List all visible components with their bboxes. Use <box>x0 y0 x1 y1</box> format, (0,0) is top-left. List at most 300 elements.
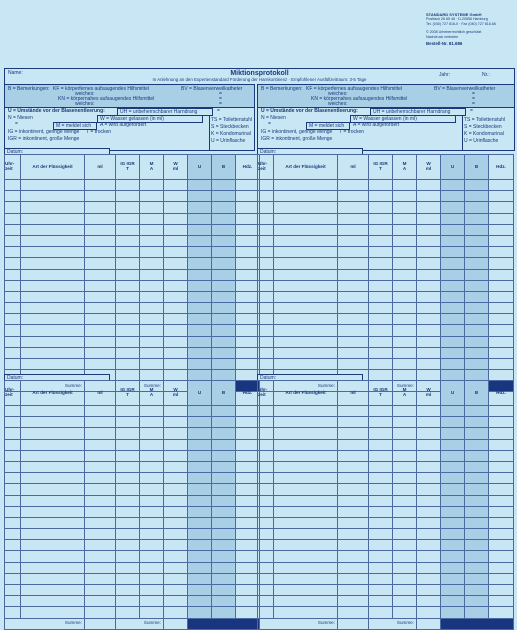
table-row[interactable] <box>5 247 260 258</box>
table-cell[interactable] <box>85 495 116 506</box>
table-cell[interactable] <box>116 291 140 302</box>
table-cell[interactable] <box>393 291 417 302</box>
table-cell[interactable] <box>5 461 21 472</box>
table-row[interactable] <box>5 406 260 417</box>
table-cell[interactable] <box>164 191 188 202</box>
table-cell[interactable] <box>212 495 236 506</box>
table-cell[interactable] <box>188 235 212 246</box>
table-cell[interactable] <box>140 314 164 325</box>
table-cell[interactable] <box>140 347 164 358</box>
table-cell[interactable] <box>393 303 417 314</box>
table-row[interactable] <box>258 506 514 517</box>
table-cell[interactable] <box>274 517 338 528</box>
table-cell[interactable] <box>140 359 164 370</box>
table-cell[interactable] <box>164 573 188 584</box>
table-cell[interactable] <box>441 562 465 573</box>
table-cell[interactable] <box>369 596 393 607</box>
table-cell[interactable] <box>465 540 489 551</box>
table-cell[interactable] <box>369 506 393 517</box>
table-cell[interactable] <box>188 484 212 495</box>
table-cell[interactable] <box>417 280 441 291</box>
table-cell[interactable] <box>417 562 441 573</box>
table-cell[interactable] <box>164 417 188 428</box>
table-cell[interactable] <box>140 406 164 417</box>
table-cell[interactable] <box>85 347 116 358</box>
table-row[interactable] <box>5 495 260 506</box>
table-cell[interactable] <box>338 258 369 269</box>
table-row[interactable] <box>5 562 260 573</box>
table-cell[interactable] <box>369 213 393 224</box>
table-cell[interactable] <box>236 562 260 573</box>
table-cell[interactable] <box>274 428 338 439</box>
table-cell[interactable] <box>417 314 441 325</box>
sum-ml[interactable] <box>85 618 116 629</box>
table-cell[interactable] <box>274 461 338 472</box>
table-cell[interactable] <box>236 607 260 618</box>
table-cell[interactable] <box>258 439 274 450</box>
table-cell[interactable] <box>465 191 489 202</box>
table-cell[interactable] <box>369 450 393 461</box>
table-cell[interactable] <box>140 551 164 562</box>
table-cell[interactable] <box>85 180 116 191</box>
table-cell[interactable] <box>164 235 188 246</box>
table-cell[interactable] <box>369 180 393 191</box>
table-cell[interactable] <box>274 450 338 461</box>
table-cell[interactable] <box>274 506 338 517</box>
table-cell[interactable] <box>417 607 441 618</box>
table-cell[interactable] <box>274 258 338 269</box>
table-row[interactable] <box>5 291 260 302</box>
table-cell[interactable] <box>258 473 274 484</box>
table-cell[interactable] <box>417 417 441 428</box>
table-cell[interactable] <box>212 213 236 224</box>
table-cell[interactable] <box>489 562 514 573</box>
table-cell[interactable] <box>393 258 417 269</box>
table-cell[interactable] <box>274 347 338 358</box>
table-cell[interactable] <box>164 280 188 291</box>
table-cell[interactable] <box>188 180 212 191</box>
table-cell[interactable] <box>140 336 164 347</box>
table-cell[interactable] <box>188 596 212 607</box>
table-cell[interactable] <box>274 303 338 314</box>
table-row[interactable] <box>258 359 514 370</box>
table-cell[interactable] <box>393 450 417 461</box>
table-cell[interactable] <box>465 247 489 258</box>
table-cell[interactable] <box>441 495 465 506</box>
table-cell[interactable] <box>489 235 514 246</box>
table-row[interactable] <box>5 573 260 584</box>
table-cell[interactable] <box>21 517 85 528</box>
table-cell[interactable] <box>369 473 393 484</box>
table-row[interactable] <box>5 417 260 428</box>
table-cell[interactable] <box>417 235 441 246</box>
table-cell[interactable] <box>236 291 260 302</box>
table-cell[interactable] <box>21 484 85 495</box>
table-cell[interactable] <box>164 314 188 325</box>
table-cell[interactable] <box>212 247 236 258</box>
table-cell[interactable] <box>393 596 417 607</box>
table-cell[interactable] <box>393 247 417 258</box>
table-cell[interactable] <box>465 529 489 540</box>
table-cell[interactable] <box>5 484 21 495</box>
table-cell[interactable] <box>188 347 212 358</box>
table-cell[interactable] <box>274 224 338 235</box>
table-row[interactable] <box>5 269 260 280</box>
table-cell[interactable] <box>258 517 274 528</box>
table-cell[interactable] <box>116 428 140 439</box>
table-cell[interactable] <box>258 303 274 314</box>
table-cell[interactable] <box>188 450 212 461</box>
table-cell[interactable] <box>258 428 274 439</box>
table-cell[interactable] <box>5 551 21 562</box>
table-cell[interactable] <box>212 596 236 607</box>
table-row[interactable] <box>258 484 514 495</box>
table-row[interactable] <box>258 258 514 269</box>
table-cell[interactable] <box>338 596 369 607</box>
table-row[interactable] <box>5 461 260 472</box>
table-cell[interactable] <box>212 461 236 472</box>
table-cell[interactable] <box>465 406 489 417</box>
table-cell[interactable] <box>441 450 465 461</box>
table-cell[interactable] <box>489 596 514 607</box>
table-cell[interactable] <box>85 506 116 517</box>
table-cell[interactable] <box>274 607 338 618</box>
table-row[interactable] <box>258 540 514 551</box>
table-cell[interactable] <box>212 450 236 461</box>
table-cell[interactable] <box>258 224 274 235</box>
table-cell[interactable] <box>338 303 369 314</box>
table-cell[interactable] <box>489 506 514 517</box>
table-row[interactable] <box>258 336 514 347</box>
table-row[interactable] <box>258 180 514 191</box>
table-cell[interactable] <box>21 336 85 347</box>
table-cell[interactable] <box>489 314 514 325</box>
table-cell[interactable] <box>441 191 465 202</box>
table-cell[interactable] <box>164 506 188 517</box>
table-cell[interactable] <box>212 506 236 517</box>
table-cell[interactable] <box>417 213 441 224</box>
table-cell[interactable] <box>441 291 465 302</box>
table-row[interactable] <box>5 235 260 246</box>
table-cell[interactable] <box>417 596 441 607</box>
table-cell[interactable] <box>236 224 260 235</box>
table-cell[interactable] <box>465 224 489 235</box>
table-cell[interactable] <box>188 562 212 573</box>
table-row[interactable] <box>5 180 260 191</box>
table-cell[interactable] <box>140 202 164 213</box>
table-row[interactable] <box>5 529 260 540</box>
table-cell[interactable] <box>369 551 393 562</box>
table-cell[interactable] <box>465 450 489 461</box>
table-cell[interactable] <box>236 529 260 540</box>
table-cell[interactable] <box>258 495 274 506</box>
table-cell[interactable] <box>21 325 85 336</box>
table-cell[interactable] <box>258 506 274 517</box>
table-cell[interactable] <box>85 517 116 528</box>
table-row[interactable] <box>5 359 260 370</box>
table-row[interactable] <box>5 450 260 461</box>
table-cell[interactable] <box>116 607 140 618</box>
table-cell[interactable] <box>258 596 274 607</box>
table-row[interactable] <box>258 473 514 484</box>
table-cell[interactable] <box>369 607 393 618</box>
table-cell[interactable] <box>21 280 85 291</box>
table-cell[interactable] <box>393 506 417 517</box>
table-cell[interactable] <box>489 439 514 450</box>
table-cell[interactable] <box>489 303 514 314</box>
table-cell[interactable] <box>116 314 140 325</box>
table-cell[interactable] <box>164 428 188 439</box>
table-cell[interactable] <box>258 269 274 280</box>
table-cell[interactable] <box>21 303 85 314</box>
table-cell[interactable] <box>5 303 21 314</box>
table-cell[interactable] <box>258 406 274 417</box>
table-cell[interactable] <box>465 461 489 472</box>
table-cell[interactable] <box>5 359 21 370</box>
table-cell[interactable] <box>188 325 212 336</box>
table-cell[interactable] <box>489 551 514 562</box>
table-cell[interactable] <box>393 336 417 347</box>
table-cell[interactable] <box>116 359 140 370</box>
table-cell[interactable] <box>116 303 140 314</box>
table-cell[interactable] <box>258 213 274 224</box>
table-cell[interactable] <box>236 191 260 202</box>
table-cell[interactable] <box>212 347 236 358</box>
table-cell[interactable] <box>417 517 441 528</box>
table-cell[interactable] <box>489 291 514 302</box>
table-cell[interactable] <box>465 551 489 562</box>
table-cell[interactable] <box>489 180 514 191</box>
table-cell[interactable] <box>5 417 21 428</box>
table-cell[interactable] <box>164 303 188 314</box>
table-cell[interactable] <box>393 540 417 551</box>
table-cell[interactable] <box>164 325 188 336</box>
table-cell[interactable] <box>140 484 164 495</box>
table-cell[interactable] <box>116 258 140 269</box>
table-cell[interactable] <box>5 291 21 302</box>
table-cell[interactable] <box>489 191 514 202</box>
table-cell[interactable] <box>489 573 514 584</box>
table-cell[interactable] <box>441 269 465 280</box>
table-cell[interactable] <box>116 484 140 495</box>
table-row[interactable] <box>5 191 260 202</box>
table-cell[interactable] <box>441 359 465 370</box>
table-cell[interactable] <box>369 247 393 258</box>
table-cell[interactable] <box>369 291 393 302</box>
table-cell[interactable] <box>140 224 164 235</box>
table-row[interactable] <box>5 551 260 562</box>
table-row[interactable] <box>5 439 260 450</box>
table-cell[interactable] <box>489 585 514 596</box>
table-cell[interactable] <box>274 314 338 325</box>
table-cell[interactable] <box>369 484 393 495</box>
table-cell[interactable] <box>85 269 116 280</box>
table-cell[interactable] <box>338 439 369 450</box>
table-cell[interactable] <box>5 596 21 607</box>
table-row[interactable] <box>5 596 260 607</box>
table-cell[interactable] <box>188 417 212 428</box>
table-cell[interactable] <box>417 269 441 280</box>
table-cell[interactable] <box>274 180 338 191</box>
table-row[interactable] <box>5 473 260 484</box>
table-cell[interactable] <box>258 336 274 347</box>
table-cell[interactable] <box>5 191 21 202</box>
table-cell[interactable] <box>85 406 116 417</box>
table-cell[interactable] <box>274 406 338 417</box>
table-cell[interactable] <box>164 473 188 484</box>
table-cell[interactable] <box>236 258 260 269</box>
table-cell[interactable] <box>212 202 236 213</box>
table-cell[interactable] <box>5 235 21 246</box>
table-cell[interactable] <box>258 325 274 336</box>
table-cell[interactable] <box>164 551 188 562</box>
table-cell[interactable] <box>489 224 514 235</box>
table-cell[interactable] <box>5 607 21 618</box>
table-cell[interactable] <box>393 191 417 202</box>
table-cell[interactable] <box>212 439 236 450</box>
table-cell[interactable] <box>164 461 188 472</box>
table-cell[interactable] <box>338 461 369 472</box>
table-cell[interactable] <box>338 406 369 417</box>
table-cell[interactable] <box>465 585 489 596</box>
table-cell[interactable] <box>164 202 188 213</box>
table-cell[interactable] <box>116 406 140 417</box>
table-cell[interactable] <box>393 495 417 506</box>
table-cell[interactable] <box>212 303 236 314</box>
table-cell[interactable] <box>140 461 164 472</box>
table-cell[interactable] <box>441 325 465 336</box>
table-cell[interactable] <box>21 224 85 235</box>
table-cell[interactable] <box>5 529 21 540</box>
table-cell[interactable] <box>258 529 274 540</box>
table-cell[interactable] <box>236 417 260 428</box>
table-cell[interactable] <box>5 406 21 417</box>
table-cell[interactable] <box>489 607 514 618</box>
table-cell[interactable] <box>465 291 489 302</box>
table-cell[interactable] <box>188 517 212 528</box>
table-cell[interactable] <box>258 484 274 495</box>
table-row[interactable] <box>258 450 514 461</box>
table-cell[interactable] <box>417 336 441 347</box>
table-cell[interactable] <box>21 450 85 461</box>
table-cell[interactable] <box>212 484 236 495</box>
table-cell[interactable] <box>274 540 338 551</box>
table-cell[interactable] <box>441 607 465 618</box>
table-cell[interactable] <box>116 529 140 540</box>
table-row[interactable] <box>258 224 514 235</box>
table-cell[interactable] <box>274 439 338 450</box>
table-cell[interactable] <box>212 359 236 370</box>
table-cell[interactable] <box>188 269 212 280</box>
table-cell[interactable] <box>85 573 116 584</box>
table-cell[interactable] <box>236 247 260 258</box>
table-cell[interactable] <box>258 450 274 461</box>
table-cell[interactable] <box>417 484 441 495</box>
table-cell[interactable] <box>393 573 417 584</box>
table-cell[interactable] <box>369 303 393 314</box>
table-cell[interactable] <box>21 291 85 302</box>
table-cell[interactable] <box>465 180 489 191</box>
table-cell[interactable] <box>212 540 236 551</box>
table-cell[interactable] <box>140 439 164 450</box>
table-cell[interactable] <box>140 280 164 291</box>
table-cell[interactable] <box>274 484 338 495</box>
table-cell[interactable] <box>140 529 164 540</box>
table-cell[interactable] <box>465 303 489 314</box>
table-cell[interactable] <box>258 314 274 325</box>
table-cell[interactable] <box>489 461 514 472</box>
table-cell[interactable] <box>393 359 417 370</box>
table-cell[interactable] <box>274 596 338 607</box>
table-cell[interactable] <box>21 258 85 269</box>
table-cell[interactable] <box>417 461 441 472</box>
table-row[interactable] <box>258 607 514 618</box>
table-cell[interactable] <box>465 417 489 428</box>
table-cell[interactable] <box>489 450 514 461</box>
table-cell[interactable] <box>338 450 369 461</box>
table-cell[interactable] <box>116 506 140 517</box>
table-cell[interactable] <box>212 224 236 235</box>
table-cell[interactable] <box>116 596 140 607</box>
table-cell[interactable] <box>164 529 188 540</box>
table-cell[interactable] <box>164 439 188 450</box>
table-cell[interactable] <box>116 336 140 347</box>
table-cell[interactable] <box>274 529 338 540</box>
table-cell[interactable] <box>116 191 140 202</box>
table-cell[interactable] <box>140 540 164 551</box>
table-cell[interactable] <box>465 359 489 370</box>
table-cell[interactable] <box>417 439 441 450</box>
table-cell[interactable] <box>21 562 85 573</box>
table-cell[interactable] <box>369 269 393 280</box>
table-cell[interactable] <box>21 180 85 191</box>
table-cell[interactable] <box>417 495 441 506</box>
table-cell[interactable] <box>116 235 140 246</box>
table-cell[interactable] <box>417 406 441 417</box>
table-cell[interactable] <box>417 202 441 213</box>
table-row[interactable] <box>5 428 260 439</box>
table-cell[interactable] <box>465 439 489 450</box>
table-cell[interactable] <box>417 180 441 191</box>
table-cell[interactable] <box>274 562 338 573</box>
table-cell[interactable] <box>140 428 164 439</box>
table-cell[interactable] <box>85 417 116 428</box>
table-cell[interactable] <box>21 406 85 417</box>
table-cell[interactable] <box>236 325 260 336</box>
table-cell[interactable] <box>212 473 236 484</box>
table-cell[interactable] <box>116 213 140 224</box>
table-cell[interactable] <box>258 202 274 213</box>
table-cell[interactable] <box>188 495 212 506</box>
table-cell[interactable] <box>393 517 417 528</box>
table-cell[interactable] <box>258 280 274 291</box>
table-cell[interactable] <box>116 562 140 573</box>
table-cell[interactable] <box>489 336 514 347</box>
table-cell[interactable] <box>465 269 489 280</box>
table-cell[interactable] <box>441 235 465 246</box>
table-cell[interactable] <box>116 495 140 506</box>
table-cell[interactable] <box>21 428 85 439</box>
table-cell[interactable] <box>369 461 393 472</box>
table-cell[interactable] <box>417 258 441 269</box>
table-cell[interactable] <box>258 562 274 573</box>
table-row[interactable] <box>5 517 260 528</box>
table-cell[interactable] <box>188 280 212 291</box>
table-cell[interactable] <box>369 191 393 202</box>
table-cell[interactable] <box>338 585 369 596</box>
table-cell[interactable] <box>441 461 465 472</box>
table-cell[interactable] <box>212 562 236 573</box>
